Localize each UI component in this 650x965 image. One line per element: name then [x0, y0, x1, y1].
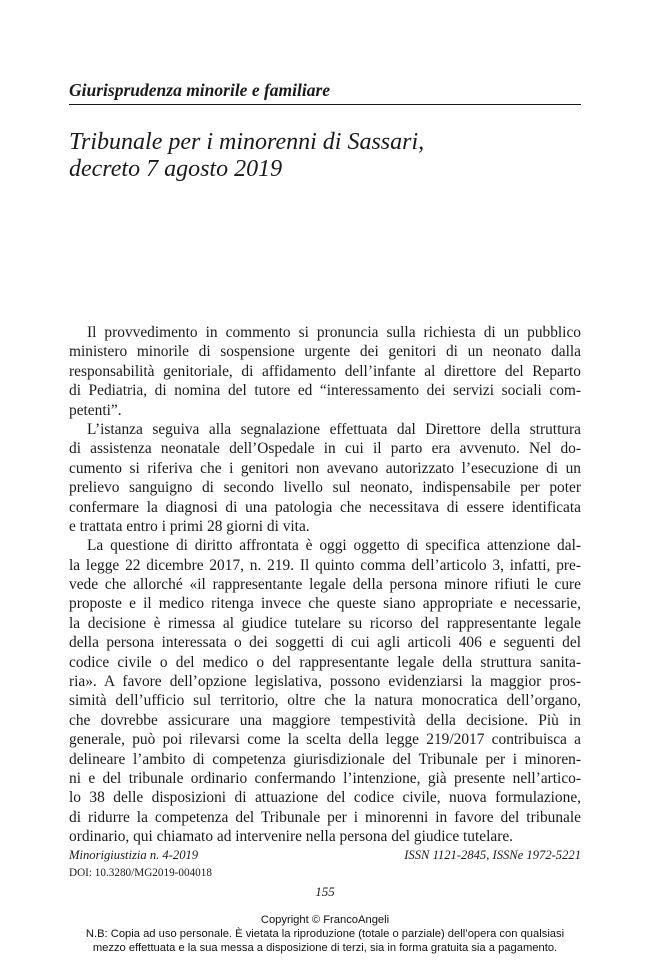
body-line: petenti”. [69, 401, 122, 419]
issn: ISSN 1121-2845, ISSNe 1972-5221 [404, 848, 581, 862]
body-line: La questione di diritto affrontata è oggi oggetto di specifica attenzione dal- [87, 537, 581, 555]
body-line: vede che allorché «il rappresentante legale della persona minore rifiuti le cure [69, 576, 581, 594]
copyright-line: Copyright © FrancoAngeli [260, 914, 390, 926]
doi-link[interactable]: DOI: 10.3280/MG2019-004018 [69, 867, 212, 879]
body-line: ordinario, qui chiamato ad intervenire nella persona del giudice tutelare. [69, 828, 514, 846]
body-line: ria». A favore dell’opzione legislativa, possono evidenziarsi la maggior pros- [69, 673, 581, 691]
body-line: codice civile o del medico o del rappresentante legale della struttura sanita- [69, 653, 581, 671]
body-line: della persona interessata o dei soggetti di cui agli articoli 406 e seguenti del [69, 634, 581, 652]
journal-issue: Minorigiustizia n. 4-2019 [69, 848, 199, 862]
body-line: Il provvedimento in commento si pronuncia sulla richiesta di un pubblico [87, 324, 581, 341]
body-line: generale, può poi rilevarsi come la scelta della legge 219/2017 contribuisca a [69, 731, 581, 749]
body-line: e trattata entro i primi 28 giorni di vita. [69, 517, 310, 535]
body-line: la decisione è rimessa al giudice tutelare su ricorso del rappresentante legale [69, 614, 581, 632]
copyright-line: N.B: Copia ad uso personale. È vietata la riproduzione (totale o parziale) dell’opera con qualsiasi [85, 927, 565, 940]
running-head: Giurisprudenza minorile e familiare [69, 80, 331, 100]
body-line: prelievo sanguigno di secondo livello sul neonato, indispensabile per poter [69, 479, 581, 497]
body-line: cumento si riferiva che i genitori non avevano autorizzato l’esecuzione di un [69, 459, 581, 477]
body-line: di ridurre la competenza del Tribunale per i minorenni in favore del tribunale [69, 808, 581, 826]
copyright-line: mezzo effettuata e la sua messa a disposizione di terzi, sia in forma gratuita sia a pagamento. [92, 941, 558, 954]
body-line: di assistenza neonatale dell’Ospedale in cui il parto era avvenuto. Nel do- [69, 440, 581, 458]
body-line: di Pediatria, di nomina del tutore ed “interessamento dei servizi sociali com- [69, 382, 581, 400]
body-line: ministero minorile di sospensione urgente dei genitori di un neonato dalla [69, 343, 581, 361]
body-line: lo 38 delle disposizioni di attuazione del codice civile, nuova formulazione, [69, 789, 581, 807]
body-line: la legge 22 dicembre 2017, n. 219. Il quinto comma dell’articolo 3, infatti, pre- [69, 556, 581, 574]
page-number: 155 [315, 884, 335, 899]
body-line: che dovrebbe assicurare una maggiore tempestività della decisione. Più in [69, 711, 581, 729]
body-line: responsabilità genitoriale, di affidamento dell’infante al direttore del Reparto [69, 362, 581, 380]
article-title [69, 129, 581, 183]
body-line: proposte e il medico ritenga invece che queste siano appropriate e necessarie, [69, 595, 581, 613]
title-line-2: decreto 7 agosto 2019 [69, 156, 283, 182]
body-line: L’istanza seguiva alla segnalazione effettuata dal Direttore della struttura [87, 420, 581, 438]
title-line-1: Tribunale per i minorenni di Sassari, [69, 129, 425, 155]
header-rule [69, 104, 581, 105]
body-line: delineare l’ambito di competenza giurisdizionale del Tribunale per i minoren- [69, 750, 581, 768]
body-text [69, 323, 581, 847]
body-line: simità dell’ufficio sul territorio, oltre che la natura monocratica dell’organo, [69, 692, 581, 710]
body-line: ni e del tribunale ordinario confermando l’intenzione, già presente nell’artico- [69, 769, 581, 787]
body-line: confermare la diagnosi di una patologia che necessitava di essere identificata [69, 498, 581, 516]
copyright-notice [0, 914, 650, 955]
